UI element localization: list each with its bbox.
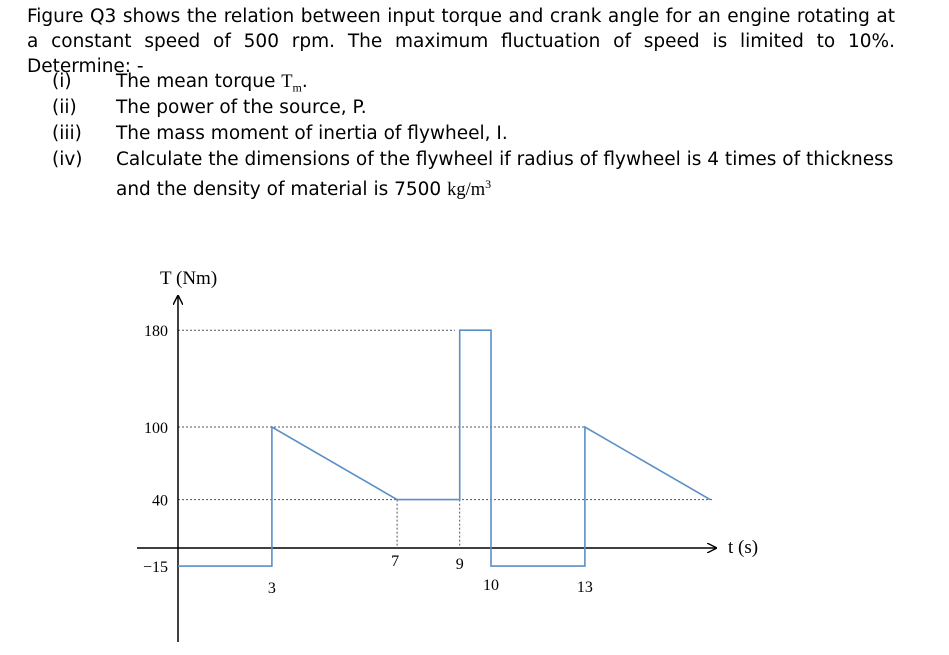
item-number: (iv) — [52, 149, 83, 170]
item-text: The power of the source, P. — [116, 97, 367, 118]
y-tick-label: 100 — [144, 420, 168, 437]
mean-torque-subscript: m — [292, 80, 302, 95]
x-tick-label: 9 — [455, 556, 464, 573]
item-number: (iii) — [52, 123, 82, 144]
density-unit: kg/m — [447, 180, 486, 201]
item-number: (ii) — [52, 97, 77, 118]
item-text: The mass moment of inertia of flywheel, I. — [116, 123, 508, 144]
y-tick-label: −15 — [142, 559, 168, 577]
item-text-body: The mean torque — [116, 71, 282, 92]
item-text-end: . — [301, 71, 308, 92]
item-text-body: Calculate the dimensions of the flywheel if radius of flywheel is 4 times of thickness and the density of material is 7500 — [116, 149, 894, 201]
chart-guides — [178, 330, 712, 548]
question-intro: Figure Q3 shows the relation between input torque and crank angle for an engine rotating at a constant speed of 500 rpm. The maximum fluctuation of speed is limited to 10%. Determine: - — [27, 6, 895, 77]
mean-torque-symbol: T — [281, 72, 293, 92]
density-unit-exponent: 3 — [485, 177, 492, 191]
y-tick-label: 180 — [144, 323, 168, 341]
torque-curve — [178, 330, 710, 566]
item-number: (i) — [52, 71, 72, 92]
y-tick-label: 40 — [152, 492, 168, 510]
x-tick-label: 10 — [483, 577, 499, 594]
y-axis-label: T (Nm) — [160, 268, 218, 289]
x-tick-label: 7 — [391, 553, 400, 570]
x-tick-label: 13 — [576, 579, 593, 596]
x-axis-label: t (s) — [728, 537, 759, 558]
tick-labels — [143, 323, 593, 597]
x-tick-label: 3 — [267, 580, 276, 597]
